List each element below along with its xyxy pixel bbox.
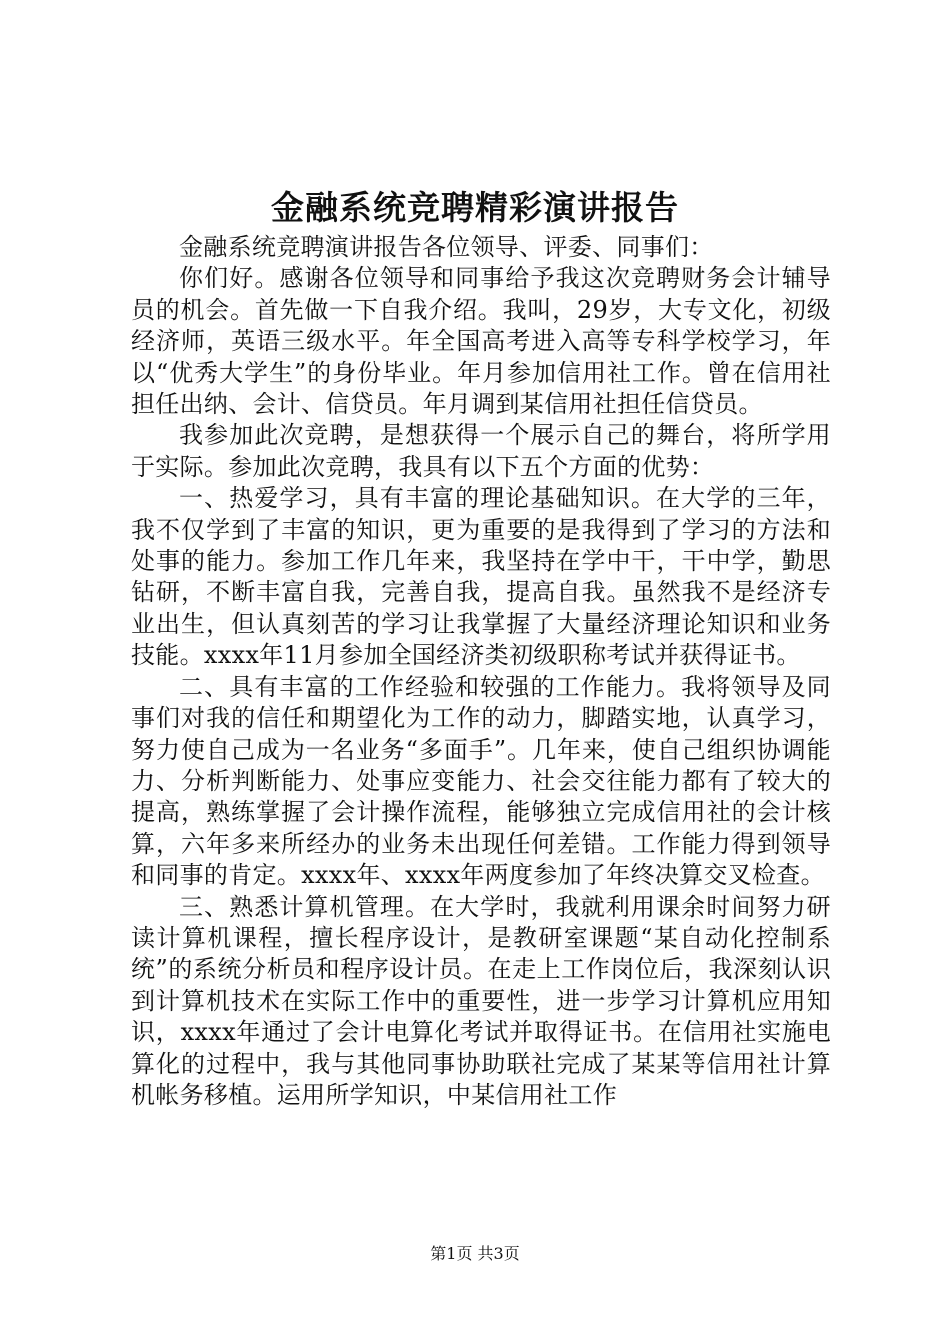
paragraph-introduction: 你们好。感谢各位领导和同事给予我这次竞聘财务会计辅导员的机会。首先做一下自我介绍。我叫，29岁，大专文化，初级经济师，英语三级水平。年全国高考进入高等专科学校学习，年以“优秀大学生”的身份毕业。年月参加信用社工作。曾在信用社担任出纳、会计、信贷员。年月调到某信用社担任信贷员。 — [131, 264, 831, 419]
paragraph-motivation: 我参加此次竞聘，是想获得一个展示自己的舞台，将所学用于实际。参加此次竞聘，我具有以下五个方面的优势： — [131, 421, 831, 481]
page-number: 第1页 共3页 — [430, 1244, 520, 1263]
document-title: 金融系统竞聘精彩演讲报告 — [271, 188, 679, 227]
paragraph-advantage-1: 一、热爱学习，具有丰富的理论基础知识。在大学的三年，我不仅学到了丰富的知识，更为重要的是我得到了学习的方法和处事的能力。参加工作几年来，我坚持在学中干，干中学，勤思钻研，不断丰富自我，完善自我，提高自我。虽然我不是经济专业出生，但认真刻苦的学习让我掌握了大量经济理论知识和业务技能。xxxx年11月参加全国经济类初级职称考试并获得证书。 — [131, 484, 831, 670]
paragraph-advantage-2: 二、具有丰富的工作经验和较强的工作能力。我将领导及同事们对我的信任和期望化为工作的动力，脚踏实地，认真学习，努力使自己成为一名业务“多面手”。几年来，使自己组织协调能力、分析判断能力、处事应变能力、社会交往能力都有了较大的提高，熟练掌握了会计操作流程，能够独立完成信用社的会计核算，六年多来所经办的业务未出现任何差错。工作能力得到领导和同事的肯定。xxxx年、xxxx年两度参加了年终决算交叉检查。 — [131, 672, 831, 890]
paragraph-greeting: 金融系统竞聘演讲报告各位领导、评委、同事们： — [179, 233, 714, 261]
document-body — [131, 232, 831, 1111]
paragraph-advantage-3: 三、熟悉计算机管理。在大学时，我就利用课余时间努力研读计算机课程，擅长程序设计，是教研室课题“某自动化控制系统”的系统分析员和程序设计员。在走上工作岗位后，我深刻认识到计算机技术在实际工作中的重要性，进一步学习计算机应用知识，xxxx年通过了会计电算化考试并取得证书。在信用社实施电算化的过程中，我与其他同事协助联社完成了某某等信用社计算机帐务移植。运用所学知识，中某信用社工作 — [131, 892, 831, 1109]
